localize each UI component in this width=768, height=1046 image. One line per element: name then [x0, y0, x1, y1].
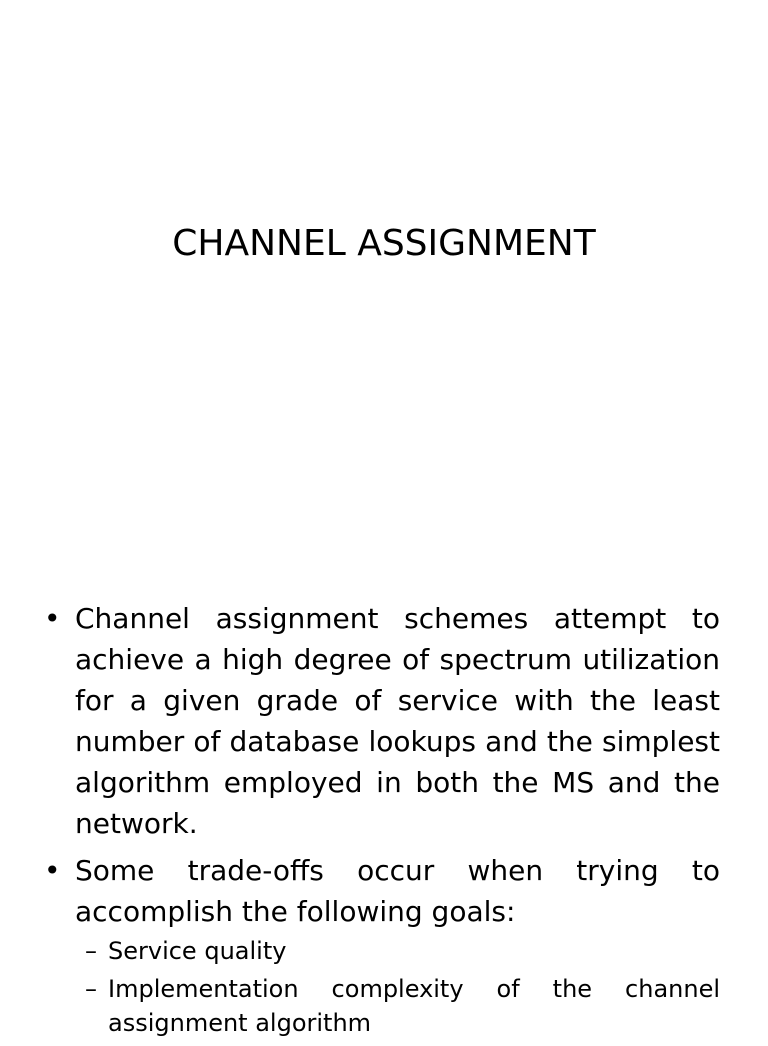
bullet-item: [44, 598, 720, 844]
bullet-item: [44, 850, 720, 1040]
sub-item: [75, 934, 720, 968]
bullet-list: [44, 598, 720, 1046]
sub-item-text: Implementation complexity of the channel assignment algorithm: [108, 975, 720, 1037]
sub-item-text: Service quality: [108, 937, 287, 965]
sub-list: [75, 934, 720, 1040]
bullet-text: Some trade-offs occur when trying to accomplish the following goals:: [75, 854, 720, 928]
bullet-dot-icon: •: [44, 854, 61, 887]
bullet-dot-icon: •: [44, 602, 61, 635]
bullet-text: Channel assignment schemes attempt to achieve a high degree of spectrum utilization for a given grade of service with the least number of database lookups and the simplest algorithm employed in both the MS and the network.: [75, 602, 720, 840]
sub-item: [75, 972, 720, 1040]
dash-icon: –: [85, 975, 97, 1003]
dash-icon: –: [85, 937, 97, 965]
slide-title: CHANNEL ASSIGNMENT: [172, 223, 596, 264]
